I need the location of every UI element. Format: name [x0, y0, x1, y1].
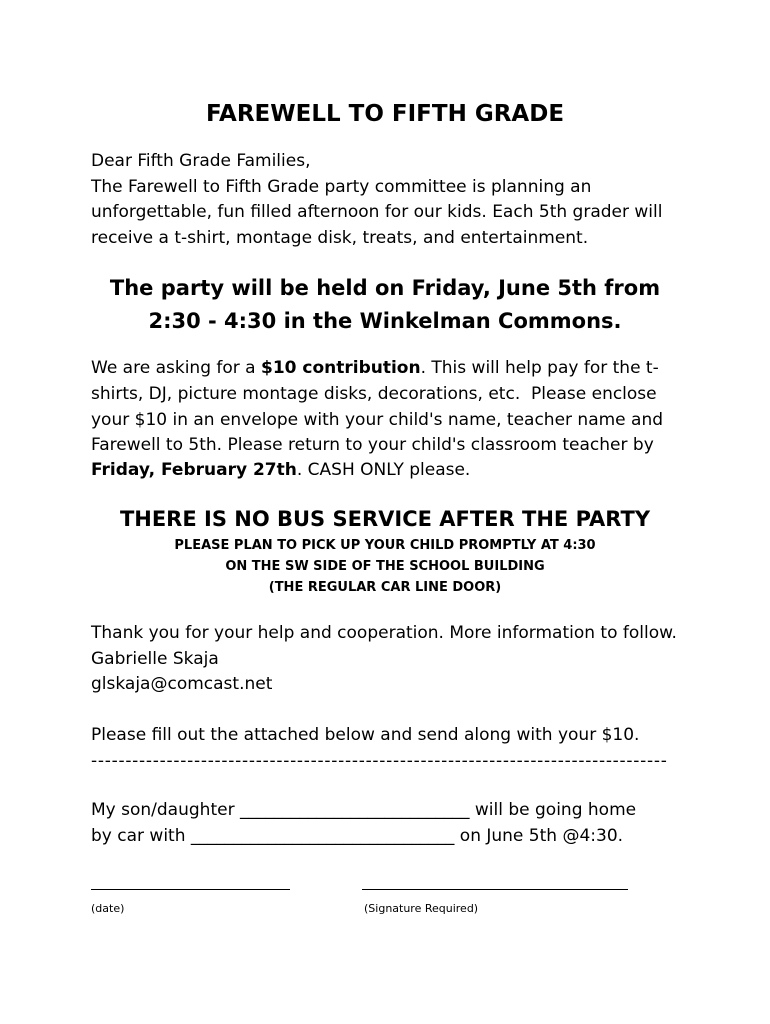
pickup-instruction-line-1: PLEASE PLAN TO PICK UP YOUR CHILD PROMPTLY AT 4:30 — [174, 538, 596, 553]
intro-line-1: The Farewell to Fifth Grade party committee is planning an — [91, 177, 592, 197]
signature-label: (Signature Required) — [364, 902, 479, 915]
date-line — [91, 889, 290, 890]
deadline-text-after: . CASH ONLY please. — [296, 460, 471, 480]
intro-line-3: receive a t-shirt, montage disk, treats, and entertainment. — [91, 228, 589, 248]
contribution-line-3: your $10 in an envelope with your child's name, teacher name and — [91, 410, 664, 430]
response-line-driver — [91, 825, 623, 847]
child-line-text-before: My son/daughter — [91, 800, 240, 820]
driver-line-text-after: on June 5th @4:30. — [454, 826, 624, 846]
thanks-line: Thank you for your help and cooperation. More information to follow. — [91, 623, 677, 643]
child-line-text-after: will be going home — [469, 800, 637, 820]
deadline-date: Friday, February 27th — [91, 460, 297, 480]
party-notice-line-1: The party will be held on Friday, June 5th from — [109, 276, 661, 300]
contribution-line-2: shirts, DJ, picture montage disks, decorations, etc. Please enclose — [91, 384, 657, 404]
signer-email: glskaja@comcast.net — [91, 674, 273, 694]
intro-line-2: unforgettable, fun filled afternoon for our kids. Each 5th grader will — [91, 202, 663, 222]
cut-line: ------------------------------------------------------------------------------------ — [91, 751, 668, 771]
form-instructions: Please fill out the attached below and send along with your $10. — [91, 725, 640, 745]
date-label: (date) — [91, 902, 125, 915]
pickup-instruction-line-2: ON THE SW SIDE OF THE SCHOOL BUILDING — [225, 559, 545, 574]
signature-line — [362, 889, 628, 890]
contribution-text-before: We are asking for a — [91, 358, 261, 378]
contribution-line-1 — [91, 357, 659, 379]
contribution-amount: $10 contribution — [260, 358, 421, 378]
response-line-child — [91, 799, 636, 821]
pickup-instruction-line-3: (THE REGULAR CAR LINE DOOR) — [268, 580, 502, 595]
bus-notice-heading: THERE IS NO BUS SERVICE AFTER THE PARTY — [119, 507, 651, 531]
child-name-blank: ___________________________ — [239, 800, 470, 820]
contribution-line-5 — [91, 459, 470, 481]
signer-name: Gabrielle Skaja — [91, 649, 219, 669]
page-title: FAREWELL TO FIFTH GRADE — [205, 101, 565, 127]
greeting: Dear Fifth Grade Families, — [91, 151, 311, 171]
driver-line-text-before: by car with — [91, 826, 191, 846]
party-notice-line-2: 2:30 - 4:30 in the Winkelman Commons. — [148, 309, 622, 333]
contribution-text-after: . This will help pay for the t- — [420, 358, 659, 378]
contribution-line-4: Farewell to 5th. Please return to your child's classroom teacher by — [91, 435, 654, 455]
driver-name-blank: _______________________________ — [190, 826, 455, 846]
